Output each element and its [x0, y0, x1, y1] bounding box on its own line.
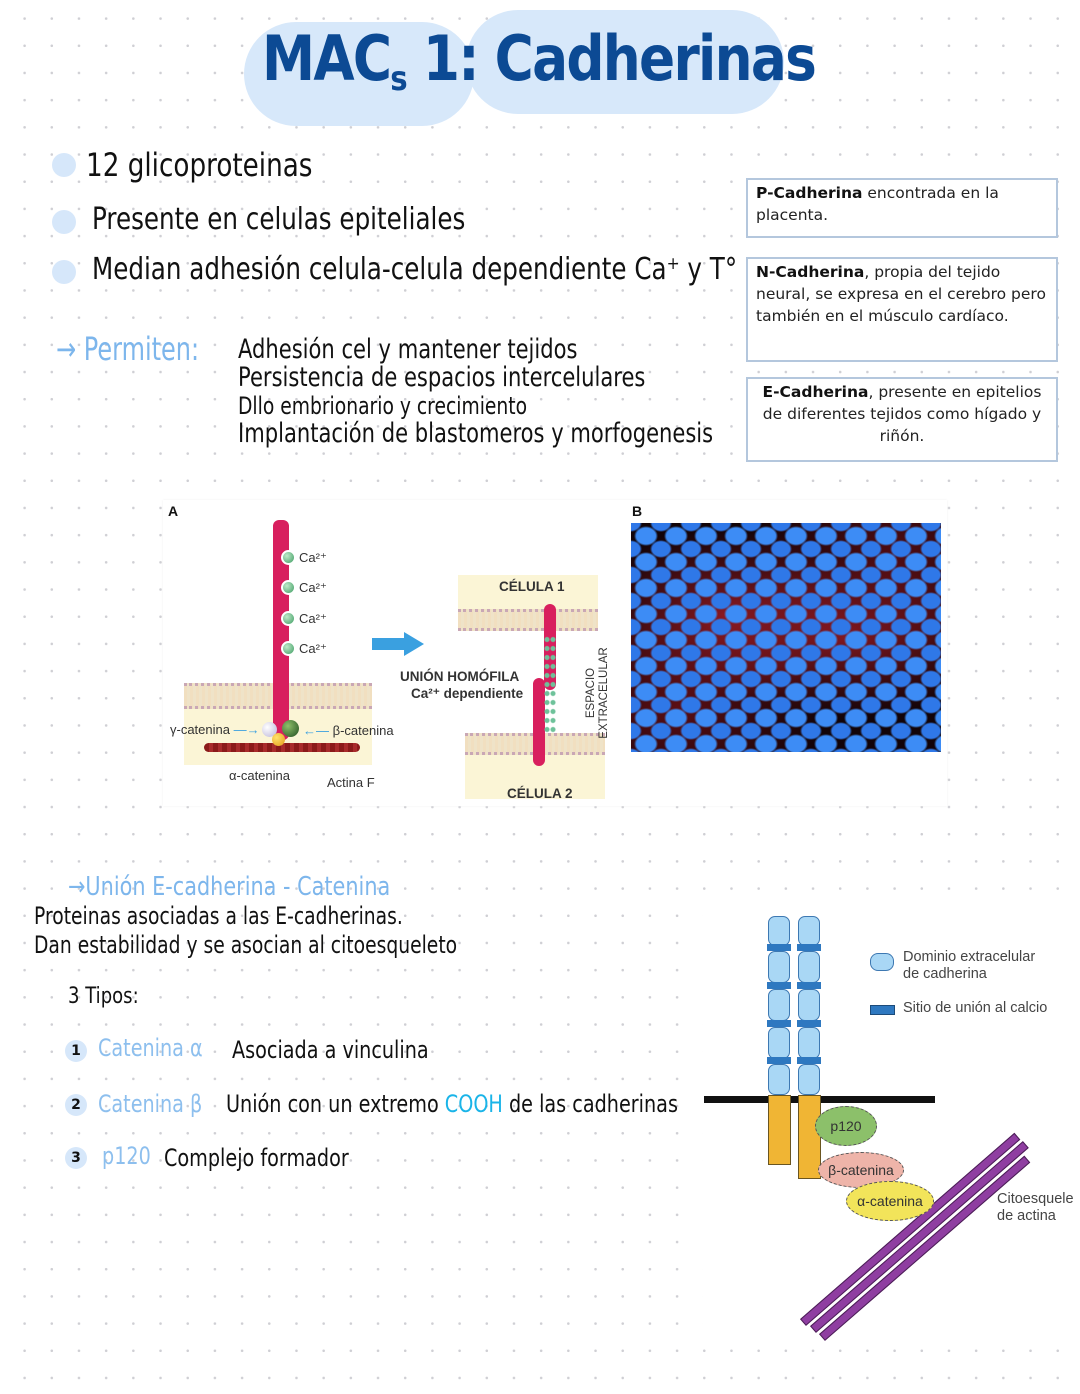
- calcium-site: [797, 1057, 821, 1064]
- tipo-desc: Complejo formador: [164, 1144, 349, 1172]
- info-box-text: encontrada en la placenta.: [756, 184, 999, 224]
- tipo-desc: Asociada a vinculina: [232, 1036, 429, 1064]
- bullet-text: 12 glicoproteinas: [86, 146, 313, 184]
- section-description: Dan estabilidad y se asocian al citoesqueleto: [34, 931, 458, 959]
- calcium-label: Ca²⁺: [299, 611, 327, 626]
- info-box-p-cadherina: [746, 178, 1058, 238]
- extracellular-domain: [798, 951, 820, 983]
- beta-catenin-label: ←— β-catenina: [303, 723, 394, 738]
- bullet-dot: [52, 210, 76, 234]
- legend-calcium-icon: [870, 1005, 895, 1015]
- union-homofila-label: UNIÓN HOMÓFILA: [400, 669, 520, 684]
- section-description: Proteinas asociadas a las E-cadherinas.: [34, 902, 403, 930]
- immunofluorescence-micrograph: [631, 523, 941, 752]
- bullet-text: Median adhesión celula-celula dependiente Ca⁺ y T°: [92, 252, 738, 287]
- permiten-label: → Permiten:: [56, 330, 200, 368]
- nuclei-grid: [631, 523, 941, 752]
- calcium-site: [797, 1020, 821, 1027]
- extracellular-domain: [768, 989, 790, 1021]
- calcium-ion: [281, 611, 296, 626]
- gamma-catenin-label: γ-catenina —→: [170, 722, 260, 737]
- number-badge: 2: [65, 1094, 87, 1116]
- info-box-bold: N-Cadherina: [756, 263, 865, 281]
- panel-a-label: A: [168, 503, 179, 519]
- espacio-extracelular-label: ESPACIO EXTRACELULAR: [585, 647, 610, 739]
- info-box-text: , presente en epitelios de diferentes tejidos como hígado y riñón.: [762, 383, 1042, 445]
- calcium-ion: [281, 641, 296, 656]
- number-badge: 1: [65, 1040, 87, 1062]
- tipo-desc: Unión con un extremo COOH de las cadherinas: [226, 1090, 678, 1118]
- permiten-item: Dllo embrionario y crecimiento: [238, 392, 528, 420]
- calcium-label: Ca²⁺: [299, 580, 327, 595]
- calcium-ion: [281, 580, 296, 595]
- calcium-label: Ca²⁺: [299, 550, 327, 565]
- info-box-n-cadherina: [746, 257, 1058, 362]
- cell-2-label: CÉLULA 2: [507, 786, 573, 801]
- calcium-site: [797, 982, 821, 989]
- calcium-ions-column: [544, 635, 556, 735]
- extracellular-domain: [798, 989, 820, 1021]
- extracellular-domain: [798, 916, 820, 946]
- number-badge: 3: [65, 1147, 87, 1169]
- info-box-bold: P-Cadherina: [756, 184, 863, 202]
- panel-b-label: B: [632, 503, 643, 519]
- calcium-label: Ca²⁺: [299, 641, 327, 656]
- section-title-union: →Unión E-cadherina - Catenina: [68, 872, 391, 902]
- alpha-catenin-label: α-catenina: [229, 768, 290, 783]
- info-box-e-cadherina: [746, 377, 1058, 462]
- calcium-site: [767, 1057, 791, 1064]
- transmembrane-domain: [768, 1095, 791, 1165]
- legend-domain-label: Dominio extracelular de cadherina: [903, 949, 1036, 982]
- bullet-dot: [52, 153, 76, 177]
- extracellular-domain: [768, 1064, 790, 1095]
- actin-f-label: Actina F: [327, 775, 375, 790]
- alpha-catenin: [272, 733, 285, 746]
- bullet-dot: [52, 260, 76, 284]
- legend-domain-icon: [870, 953, 894, 971]
- calcium-site: [767, 982, 791, 989]
- permiten-item: Implantación de blastomeros y morfogenesis: [238, 418, 714, 449]
- permiten-item: Adhesión cel y mantener tejidos: [238, 334, 578, 365]
- arrow-icon: [372, 638, 406, 650]
- calcium-site: [767, 1020, 791, 1027]
- page-title: $MAC_s$ 1: Cadherinas: [262, 22, 816, 99]
- beta-catenin: [282, 720, 299, 737]
- tipo-name: p120: [102, 1142, 151, 1170]
- alpha-catenin-protein: α-catenina: [846, 1181, 934, 1221]
- extracellular-domain: [798, 1027, 820, 1059]
- permiten-list: [238, 336, 713, 448]
- calcium-site: [797, 944, 821, 951]
- info-box-bold: E-Cadherina: [762, 383, 869, 401]
- tipo-name: Catenina α: [98, 1034, 203, 1062]
- actin-cytoskeleton-label: Citoesquele de actina: [997, 1191, 1074, 1224]
- cooh-highlight: COOH: [444, 1090, 503, 1118]
- tipos-label: 3 Tipos:: [68, 984, 139, 1009]
- p120-protein: p120: [815, 1106, 877, 1146]
- extracellular-domain: [768, 951, 790, 983]
- beta-catenin-protein: β-catenina: [818, 1152, 904, 1188]
- calcium-site: [767, 944, 791, 951]
- legend-calcium-label: Sitio de unión al calcio: [903, 1000, 1048, 1016]
- membrane: [458, 609, 598, 631]
- ca-dependent-label: Ca²⁺ dependiente: [411, 686, 524, 701]
- arrow-head-icon: [404, 632, 424, 656]
- extracellular-domain: [768, 916, 790, 946]
- info-box-text: , propia del tejido neural, se expresa en el cerebro pero también en el músculo cardíaco.: [756, 263, 1046, 325]
- extracellular-domain: [798, 1064, 820, 1095]
- bullet-text: Presente en celulas epiteliales: [92, 202, 466, 237]
- tipo-name: Catenina β: [98, 1090, 203, 1118]
- permiten-item: Persistencia de espacios intercelulares: [238, 362, 646, 393]
- cell-1-label: CÉLULA 1: [499, 579, 565, 594]
- calcium-ion: [281, 550, 296, 565]
- extracellular-domain: [768, 1027, 790, 1059]
